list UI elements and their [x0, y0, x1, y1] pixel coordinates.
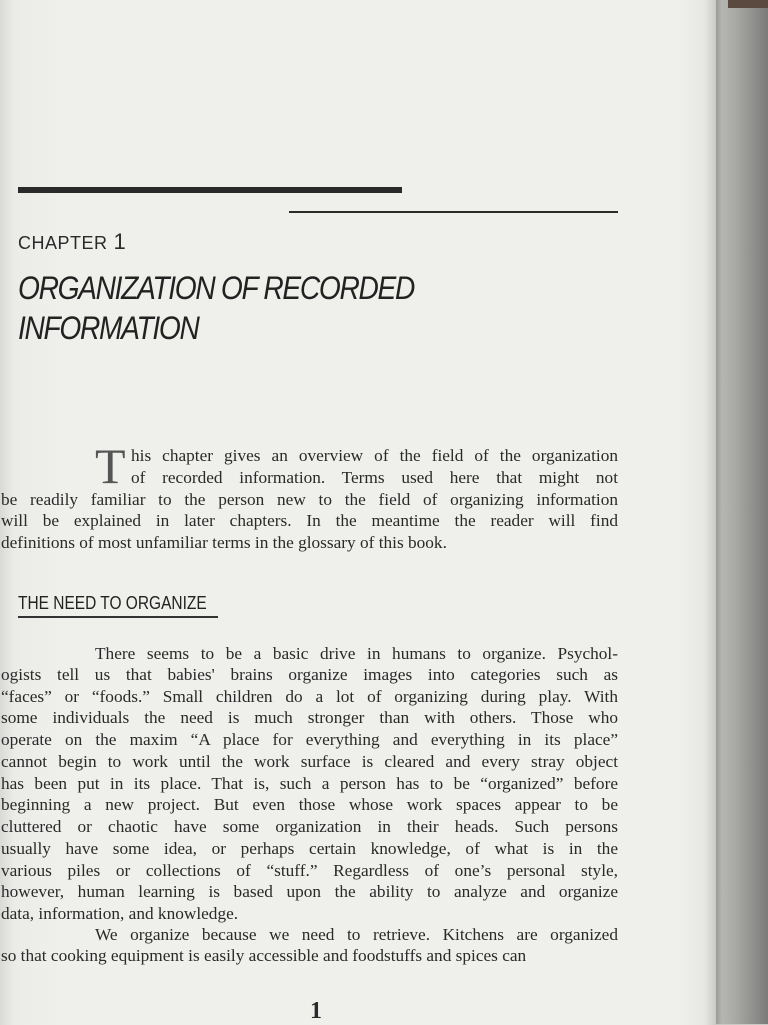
intro-line: be readily familiar to the person new to the field of organizing information	[1, 490, 618, 509]
chapter-title	[18, 268, 414, 348]
drop-cap: T	[95, 438, 126, 494]
title-line: ORGANIZATION OF RECORDED	[18, 270, 414, 306]
body-line: usually have some idea, or perhaps certain knowledge, of what is in the	[1, 839, 618, 858]
section-heading: THE NEED TO ORGANIZE	[18, 593, 207, 613]
body-line: various piles or collections of “stuff.” Regardless of one’s personal style,	[1, 861, 618, 880]
intro-line: definitions of most unfamiliar terms in the glossary of this book.	[1, 533, 447, 552]
body-line: has been put in its place. That is, such a person has to be “organized” before	[1, 774, 618, 793]
body-line: “faces” or “foods.” Small children do a lot of organizing during play. With	[1, 687, 618, 706]
decorative-rule-thick	[18, 187, 402, 193]
body-line: cannot begin to work until the work surface is cleared and every stray object	[1, 752, 618, 771]
section-heading-underline	[18, 616, 218, 618]
body-line: some individuals the need is much stronger than with others. Those who	[1, 708, 618, 727]
body-line: however, human learning is based upon the ability to analyze and organize	[1, 882, 618, 901]
chapter-word: CHAPTER	[18, 233, 108, 253]
decorative-rule-thin	[289, 211, 618, 213]
title-line: INFORMATION	[18, 310, 199, 346]
chapter-number: 1	[113, 229, 127, 254]
body-line: There seems to be a basic drive in humans to organize. Psychol-	[95, 644, 618, 663]
body-line: operate on the maxim “A place for everything and everything in its place”	[1, 730, 618, 749]
intro-line: his chapter gives an overview of the field of the organization	[131, 446, 618, 465]
book-edge	[728, 0, 768, 8]
body-line: beginning a new project. But even those whose work spaces appear to be	[1, 795, 618, 814]
page-number: 1	[310, 998, 322, 1024]
body-line: so that cooking equipment is easily accessible and foodstuffs and spices can	[1, 946, 527, 965]
book-binding-shadow	[716, 0, 768, 1024]
intro-line: of recorded information. Terms used here that might not	[131, 468, 618, 487]
chapter-label	[18, 229, 126, 255]
body-line: data, information, and knowledge.	[1, 904, 239, 923]
intro-line: will be explained in later chapters. In the meantime the reader will find	[1, 511, 618, 530]
body-line: ogists tell us that babies' brains organize images into categories such as	[1, 665, 618, 684]
body-line: We organize because we need to retrieve. Kitchens are organized	[95, 925, 618, 944]
body-line: cluttered or chaotic have some organization in their heads. Such persons	[1, 817, 618, 836]
